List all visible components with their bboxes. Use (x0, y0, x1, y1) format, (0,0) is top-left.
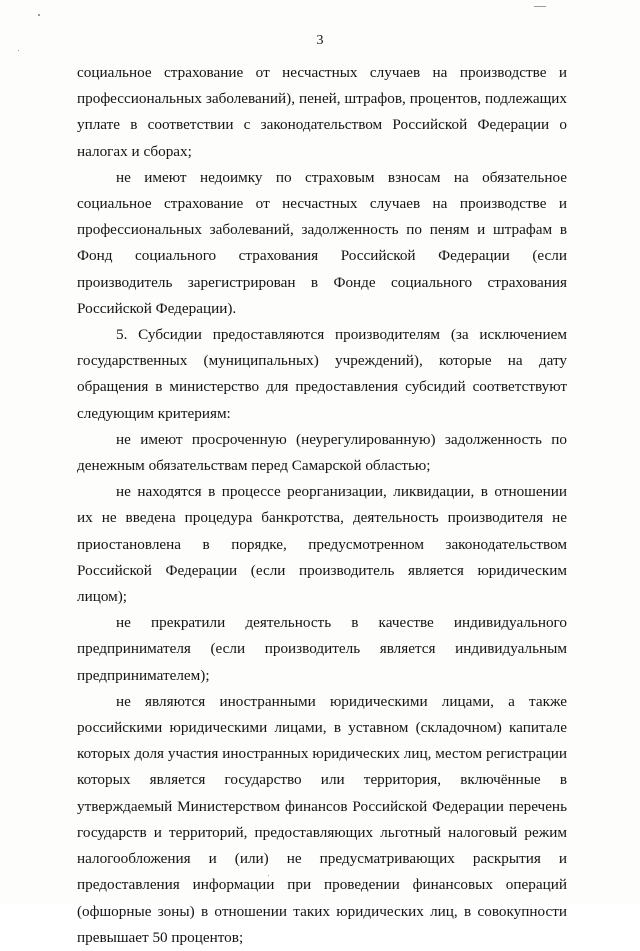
paragraph-continuation: социальное страхование от несчастных случаев на производстве и профессиональных заболеваний), пеней, штрафов, процентов, подлежащих уплате в соответствии с законодательством Российской Федерации о налогах и сборах; (77, 64, 567, 160)
paragraph-entrepreneur-active: не прекратили деятельность в качестве индивидуального предпринимателя (если производитель является индивидуальным предпринимателем); (77, 614, 567, 684)
page-number: 3 (316, 33, 324, 48)
paragraph-no-reorganization: не находятся в процессе реорганизации, ликвидации, в отношении их не введена процедура банкротства, деятельность производителя не приостановлена в порядке, предусмотренном законодательством Российской Федерации (если производитель является юридическим лицом); (77, 483, 567, 606)
paragraph-no-insurance-arrears: не имеют недоимку по страховым взносам на обязательное социальное страхование от несчастных случаев на производстве и профессиональных заболеваний, задолженность по пеням и штрафам в Фонд социального страхования Российской Федерации (если производитель зарегистрирован в Фонде социального страхования Российской Федерации). (77, 168, 567, 317)
paragraph-no-overdue-debt: не имеют просроченную (неурегулированную) задолженность по денежным обязательствам перед Самарской областью; (77, 430, 567, 475)
document-body (77, 60, 567, 951)
scan-speck (534, 6, 546, 7)
scan-speck (38, 14, 40, 16)
paragraph-not-foreign-entity: не являются иностранными юридическими лицами, а также российскими юридическими лицами, в уставном (складочном) капитале которых доля участия иностранных юридических лиц, местом регистрации которых является государство или территория, включённые в утверждаемый Министерством финансов Российской Федерации перечень государств и территорий, предоставляющих льготный налоговый режим налогообложения и (или) не предусматривающих раскрытия и предоставления информации при проведении финансовых операций (офшорные зоны) в отношении таких юридических лиц, в совокупности превышает 50 процентов; (77, 692, 567, 946)
paragraph-item-5-criteria: 5. Субсидии предоставляются производителям (за исключением государственных (муниципальных) учреждений), которые на дату обращения в министерство для предоставления субсидий соответствуют следующим критериям: (77, 326, 567, 422)
